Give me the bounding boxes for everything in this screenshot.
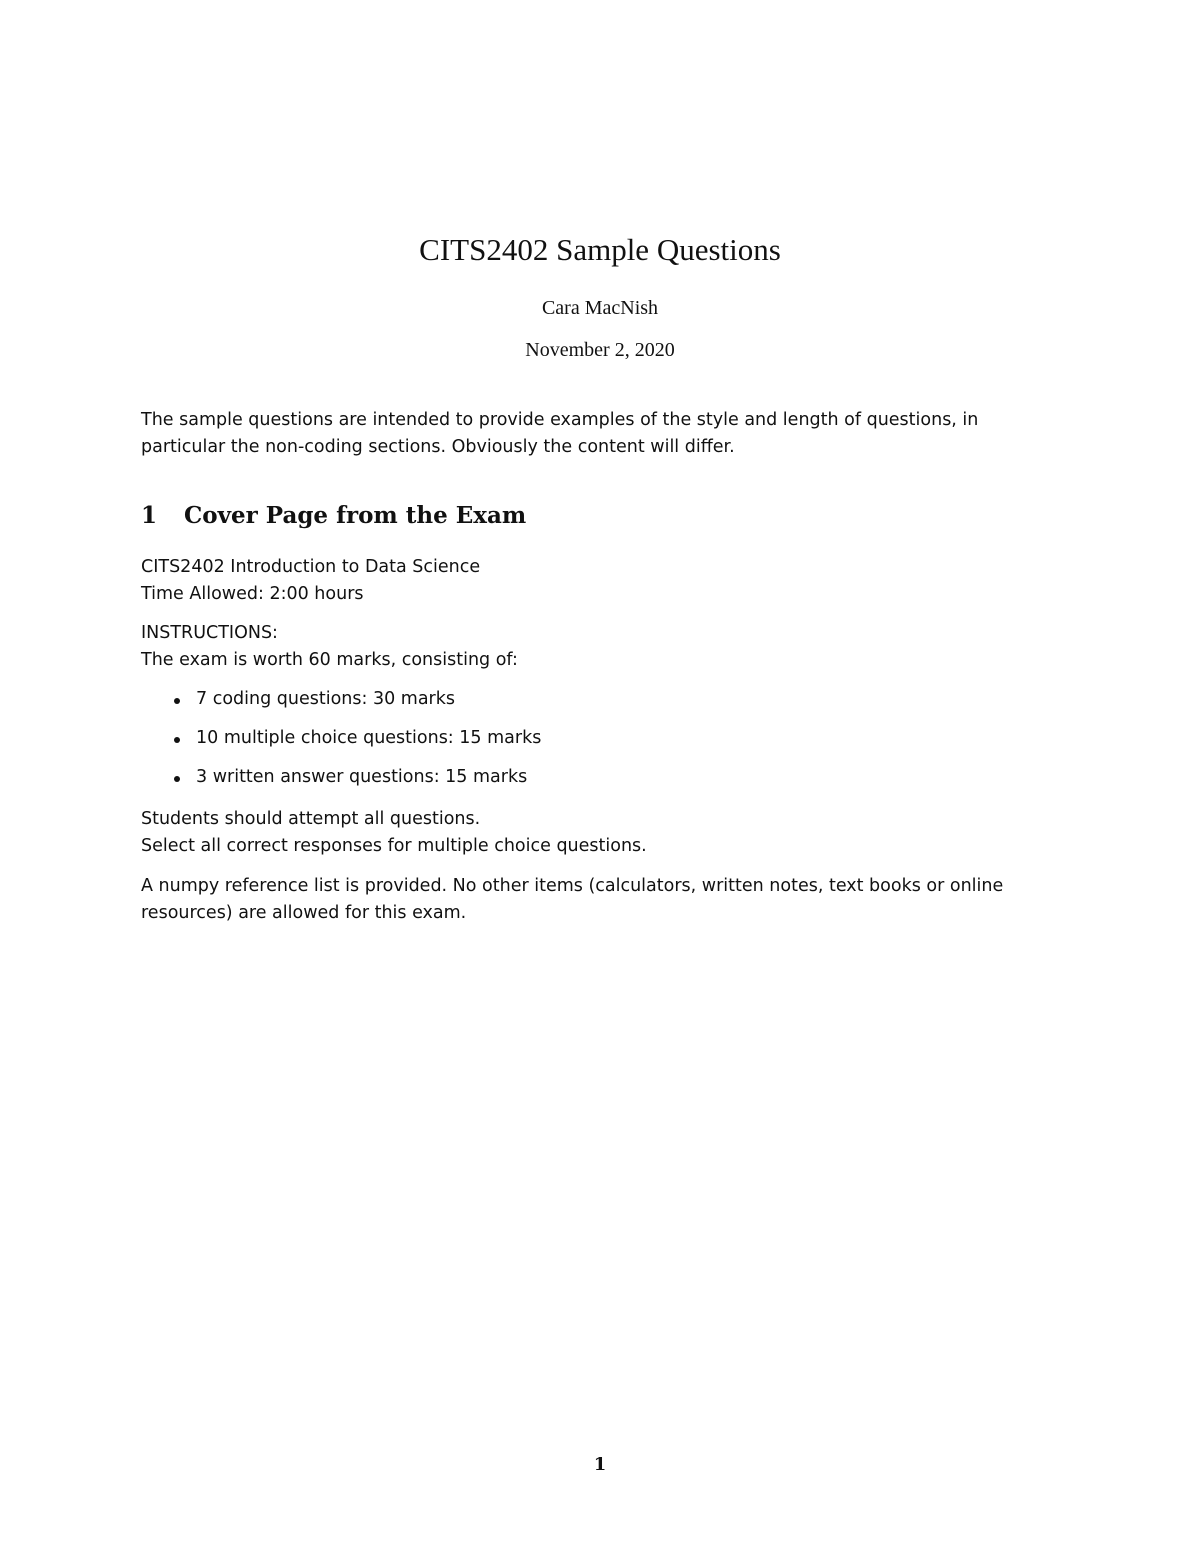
- list-item-text: 7 coding questions: 30 marks: [196, 689, 455, 709]
- section-heading: [141, 498, 526, 534]
- list-item-text: 3 written answer questions: 15 marks: [196, 767, 528, 787]
- document-author: Cara MacNish: [541, 297, 659, 319]
- resources-paragraph: [141, 873, 1066, 927]
- bullet-icon: [174, 698, 180, 704]
- document-title: CITS2402 Sample Questions: [419, 232, 781, 267]
- list-item-text: 10 multiple choice questions: 15 marks: [196, 728, 542, 748]
- section-title: Cover Page from the Exam: [184, 502, 527, 529]
- resources-line: resources) are allowed for this exam.: [141, 903, 467, 923]
- attempt-instructions: [141, 806, 1061, 860]
- bullet-icon: [174, 776, 180, 782]
- course-name: CITS2402 Introduction to Data Science: [141, 557, 481, 577]
- bullet-icon: [174, 737, 180, 743]
- instructions-summary: The exam is worth 60 marks, consisting of:: [141, 650, 518, 670]
- intro-paragraph: [141, 407, 1061, 461]
- marks-list: [141, 686, 1061, 803]
- time-allowed: Time Allowed: 2:00 hours: [141, 584, 364, 604]
- attempt-line: Students should attempt all questions.: [141, 809, 481, 829]
- instructions-label: INSTRUCTIONS:: [141, 623, 278, 643]
- document-date: November 2, 2020: [525, 339, 675, 361]
- list-item: [141, 686, 1061, 725]
- section-number: 1: [141, 502, 158, 529]
- attempt-line: Select all correct responses for multiple choice questions.: [141, 836, 647, 856]
- page-number: 1: [593, 1454, 607, 1475]
- course-info: [141, 554, 1061, 608]
- intro-line: particular the non-coding sections. Obviously the content will differ.: [141, 437, 735, 457]
- list-item: [141, 725, 1061, 764]
- list-item: [141, 764, 1061, 803]
- instructions: [141, 620, 1061, 674]
- resources-line: A numpy reference list is provided. No other items (calculators, written notes, text books or online: [141, 876, 1004, 896]
- intro-line: The sample questions are intended to provide examples of the style and length of questions, in: [141, 410, 979, 430]
